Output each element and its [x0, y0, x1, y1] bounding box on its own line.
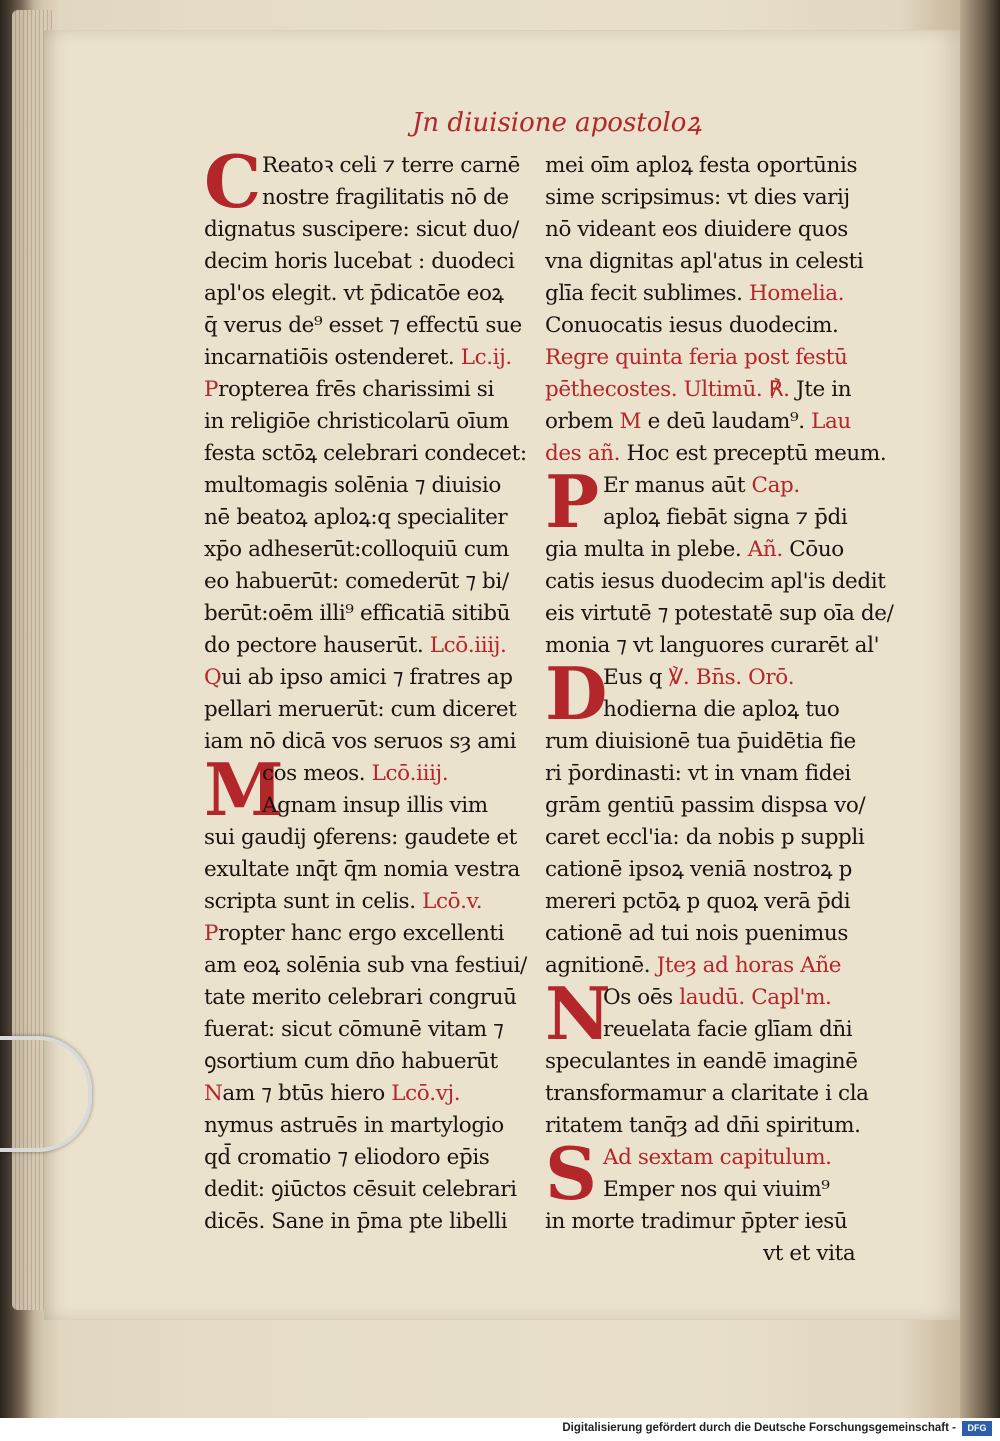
right-rubric-26: laudū. Capl'm. — [672, 985, 832, 1010]
right-initial-31: S — [545, 1131, 597, 1216]
left-text-29: am ⁊ btūs hiero — [222, 1081, 385, 1106]
left-line-14 — [204, 598, 544, 630]
left-line-12 — [204, 534, 544, 566]
right-text-32: Emper nos qui viuim⁹ — [603, 1177, 830, 1202]
left-text-5: q̄ verus de⁹ esset ⁊ effectū sue — [204, 313, 522, 338]
left-line-16 — [204, 662, 544, 694]
right-text-8: orbem — [545, 409, 614, 434]
right-text-27: reuelata facie glīam dn̄i — [603, 1017, 853, 1042]
right-line-30 — [545, 1110, 890, 1142]
right-line-7 — [545, 374, 890, 406]
left-text-14: berūt:oēm illi⁹ efficatiā sitibū — [204, 601, 511, 626]
left-line-5 — [204, 310, 544, 342]
right-rubric-25: Jteȝ ad horas Añe — [650, 953, 842, 978]
left-text-8: in religiōe christicolarū oīum — [204, 409, 509, 434]
right-initial-26: N — [545, 971, 611, 1056]
left-line-30 — [204, 1110, 544, 1142]
left-text-1: nostre fragilitatis nō de — [262, 185, 509, 210]
right-text-17: hodierna die aploꝝ tuo — [603, 697, 840, 722]
left-rubric-19: Lcō.iiij. — [365, 761, 449, 786]
left-red-letter-16: Q — [204, 665, 222, 690]
right-text-21: caret eccl'ia: da nobis p suppli — [545, 825, 865, 850]
right-text-2: nō videant eos diuidere quos — [545, 217, 848, 242]
left-text-column — [204, 139, 544, 1238]
right-text-29: transformamur a claritate i cla — [545, 1081, 869, 1106]
right-line-28 — [545, 1046, 890, 1078]
left-line-6 — [204, 342, 544, 374]
left-text-13: eo habuerūt: comederūt ⁊ bi/ — [204, 569, 509, 594]
right-line-1 — [545, 182, 890, 214]
left-text-12: xp̄o adheserūt:colloquiū cum — [204, 537, 509, 562]
right-text-33: in morte tradimur p̄pter iesū — [545, 1209, 848, 1234]
right-line-0 — [545, 150, 890, 182]
right-line-8 — [545, 406, 890, 438]
right-text-0: mei oīm aploꝝ festa oportūnis — [545, 153, 858, 178]
left-text-24: ropter hanc ergo excellenti — [218, 921, 505, 946]
left-text-27: fuerat: sicut cōmunē vitam ⁊ — [204, 1017, 504, 1042]
left-text-16: ui ab ipso amici ⁊ fratres ap — [221, 665, 513, 690]
right-line-34 — [545, 1238, 890, 1270]
left-text-18: iam nō dicā vos seruos sȝ ami — [204, 729, 517, 754]
right-line-29 — [545, 1078, 890, 1110]
right-line-3 — [545, 246, 890, 278]
right-text-22: cationē ipsoꝝ veniā nostroꝝ p — [545, 857, 852, 882]
right-line-14 — [545, 598, 894, 630]
left-line-29 — [204, 1078, 544, 1110]
left-text-21: sui gaudij ꝯferens: gaudete et — [204, 825, 517, 850]
left-text-31: qd̄ cromatio ⁊ eliodoro ep̄is — [204, 1145, 490, 1170]
right-line-25 — [545, 950, 890, 982]
right-line-19 — [545, 758, 890, 790]
right-text-11: aploꝝ fiebāt signa ⁊ p̄di — [603, 505, 848, 530]
right-rubric-16: ℣. Bn̄s. Orō. — [662, 665, 795, 690]
right-text-26: Os oēs — [603, 985, 673, 1010]
right-text-34: vt et vita — [763, 1241, 856, 1266]
right-text-15: monia ⁊ vt languores curarēt al' — [545, 633, 880, 658]
left-text-9: festa sctōꝝ celebrari condecet: — [204, 441, 527, 466]
right-text-10: Er manus aūt — [603, 473, 746, 498]
right-rubric-mark-7: ℟. — [762, 377, 790, 402]
right-text-7: Jte in — [789, 377, 852, 402]
right-line-6 — [545, 342, 890, 374]
right-line-2 — [545, 214, 890, 246]
left-initial-19: M — [204, 747, 284, 832]
right-line-21 — [545, 822, 890, 854]
right-text-14: eis virtutē ⁊ potestatē sup oīa de/ — [545, 601, 894, 626]
right-rubric-10: Cap. — [745, 473, 800, 498]
left-line-21 — [204, 822, 544, 854]
left-text-2: dignatus suscipere: sicut duo/ — [204, 217, 519, 242]
right-initial-10: P — [545, 459, 600, 544]
right-rubric-8: Lau — [804, 409, 851, 434]
right-text-16: Eus q — [603, 665, 663, 690]
left-text-11: nē beatoꝝ aploꝝ:q specialiter — [204, 505, 508, 530]
right-text-13: catis iesus duodecim apl'is dedit — [545, 569, 886, 594]
right-text-9: Hoc est preceptū meum. — [620, 441, 887, 466]
left-text-19: cos meos. — [262, 761, 366, 786]
right-text2-12: Cōuo — [782, 537, 844, 562]
left-line-17 — [204, 694, 544, 726]
left-line-22 — [204, 854, 544, 886]
left-line-24 — [204, 918, 544, 950]
left-line-23 — [204, 886, 544, 918]
left-line-13 — [204, 566, 544, 598]
left-line-11 — [204, 502, 544, 534]
right-line-13 — [545, 566, 890, 598]
left-text-3: decim horis lucebat : duodeci — [204, 249, 515, 274]
left-text-23: scripta sunt in celis. — [204, 889, 416, 914]
left-line-25 — [204, 950, 544, 982]
left-text-10: multomagis solēnia ⁊ diuisio — [204, 473, 501, 498]
left-text-32: dedit: ꝯiūctos cēsuit celebrari — [204, 1177, 517, 1202]
right-line-24 — [545, 918, 890, 950]
right-rubric-6: Regre quinta feria post festū — [545, 345, 848, 370]
left-red-letter-7: P — [204, 377, 219, 402]
left-text-6: incarnatiōis ostenderet. — [204, 345, 455, 370]
left-red-letter-24: P — [204, 921, 219, 946]
right-text-column — [545, 150, 894, 1270]
left-text-15: do pectore hauserūt. — [204, 633, 424, 658]
left-text-7: ropterea frēs charissimi si — [218, 377, 494, 402]
right-initial-16: D — [545, 651, 608, 736]
left-line-18 — [204, 726, 544, 758]
left-line-15 — [204, 630, 544, 662]
left-line-27 — [204, 1014, 544, 1046]
left-initial-0: C — [204, 139, 262, 224]
left-line-10 — [204, 470, 544, 502]
right-line-22 — [545, 854, 890, 886]
left-line-3 — [204, 246, 544, 278]
right-rubric-4: Homelia. — [742, 281, 845, 306]
right-text-23: mereri pctōꝝ p quoꝝ verā p̄di — [545, 889, 851, 914]
right-line-12 — [545, 534, 890, 566]
left-rubric-15: Lcō.iiij. — [423, 633, 507, 658]
right-line-23 — [545, 886, 890, 918]
footer-credit: Digitalisierung gefördert durch die Deutsche Forschungsgemeinschaft - — [562, 1422, 956, 1434]
right-line-9 — [545, 438, 890, 470]
right-line-20 — [545, 790, 890, 822]
left-rubric-6: Lc.ij. — [454, 345, 512, 370]
left-line-33 — [204, 1206, 544, 1238]
left-line-32 — [204, 1174, 544, 1206]
right-rubric-7: pēthecostes. Ultimū. — [545, 377, 763, 402]
right-text-1: sime scripsimus: vt dies varij — [545, 185, 850, 210]
left-rubric-23: Lcō.v. — [415, 889, 483, 914]
right-line-4 — [545, 278, 890, 310]
right-rubric-31: Ad sextam capitulum. — [603, 1145, 832, 1170]
left-text-4: apl'os elegit. vt p̄dicatōe eoꝝ — [204, 281, 504, 306]
right-text-5: Conuocatis iesus duodecim. — [545, 313, 839, 338]
right-text-12: gia multa in plebe. — [545, 537, 742, 562]
dfg-logo: DFG — [962, 1421, 992, 1436]
left-line-31 — [204, 1142, 544, 1174]
page-heading: Jn diuisione apostoloꝝ — [412, 108, 702, 138]
left-line-4 — [204, 278, 544, 310]
right-red-mid-8: M — [613, 409, 642, 434]
left-text-28: ꝯsortium cum dn̄o habuerūt — [204, 1049, 498, 1074]
right-rubric-9: des añ. — [545, 441, 621, 466]
right-text-24: cationē ad tui nois puenimus — [545, 921, 848, 946]
right-page-edge — [960, 0, 1000, 1418]
left-text-0: Reatoꝛ celi ⁊ terre carnē — [262, 153, 521, 178]
right-text-28: speculantes in eandē imaginē — [545, 1049, 858, 1074]
right-rubric-12: Añ. — [741, 537, 783, 562]
right-text2-8: e deū laudam⁹. — [641, 409, 805, 434]
right-text-25: agnitionē. — [545, 953, 651, 978]
left-text-17: pellari meruerūt: cum diceret — [204, 697, 517, 722]
right-text-3: vna dignitas apl'atus in celesti — [545, 249, 864, 274]
right-line-33 — [545, 1206, 890, 1238]
left-text-26: tate merito celebrari congruū — [204, 985, 517, 1010]
right-line-18 — [545, 726, 890, 758]
left-text-22: exultate ınq̄t q̄m nomia vestra — [204, 857, 520, 882]
right-line-5 — [545, 310, 890, 342]
left-line-7 — [204, 374, 544, 406]
left-text-30: nymus astruēs in martylogio — [204, 1113, 504, 1138]
right-text-20: grām gentiū passim dispsa vo/ — [545, 793, 866, 818]
left-rubric-29: Lcō.vj. — [384, 1081, 461, 1106]
left-red-letter-29: N — [204, 1081, 223, 1106]
left-text-20: Agnam insup illis vim — [262, 793, 488, 818]
left-text-25: am eoꝝ solēnia sub vna festiui/ — [204, 953, 527, 978]
left-line-9 — [204, 438, 544, 470]
right-text-18: rum diuisionē tua p̄uidētia fie — [545, 729, 856, 754]
left-text-33: dicēs. Sane in p̄ma pte libelli — [204, 1209, 508, 1234]
right-line-15 — [545, 630, 890, 662]
right-text-30: ritatem tanq̄ȝ ad dn̄i spiritum. — [545, 1113, 861, 1138]
right-text-4: glīa fecit sublimes. — [545, 281, 743, 306]
left-line-8 — [204, 406, 544, 438]
left-line-2 — [204, 214, 544, 246]
footer-bar — [0, 1418, 1000, 1441]
left-line-26 — [204, 982, 544, 1014]
left-line-28 — [204, 1046, 544, 1078]
right-text-19: ri p̄ordinasti: vt in vnam fidei — [545, 761, 851, 786]
